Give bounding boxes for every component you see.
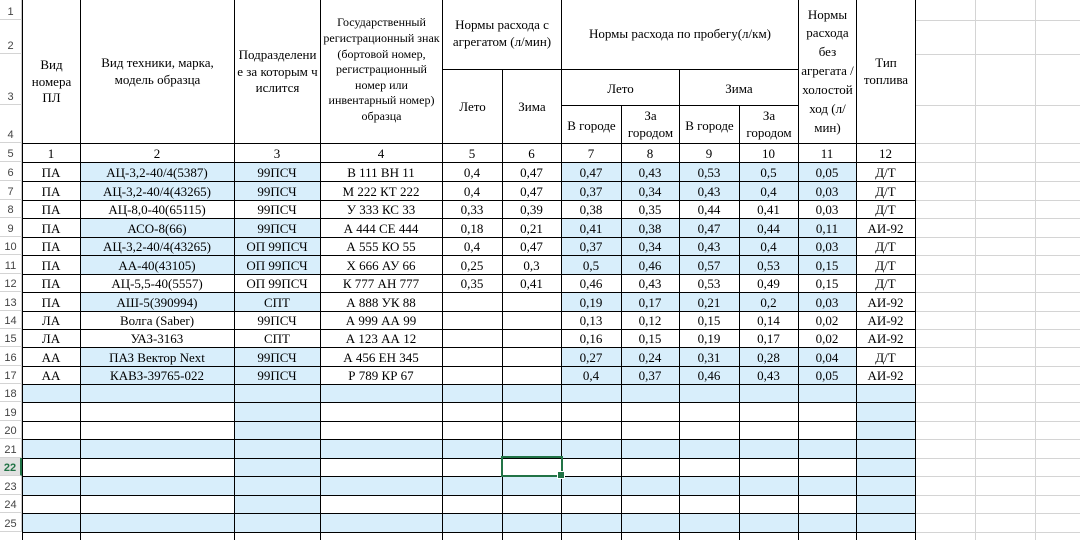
cell-unit[interactable]: ОП 99ПСЧ xyxy=(246,276,308,291)
cell-type[interactable]: ЛА xyxy=(41,313,61,328)
header-winter-city[interactable]: В городе xyxy=(685,117,734,133)
header-agg-winter[interactable]: Зима xyxy=(518,98,546,114)
column-number[interactable]: 4 xyxy=(377,145,385,161)
cell-agg_winter[interactable]: 0,21 xyxy=(520,220,543,236)
row-header-20[interactable]: 20 xyxy=(0,421,22,439)
cell-model[interactable]: КАВЗ-39765-022 xyxy=(110,368,204,383)
row-header-12[interactable]: 12 xyxy=(0,274,22,292)
cell-agg_winter[interactable]: 0,41 xyxy=(520,276,543,291)
cell-idle[interactable]: 0,05 xyxy=(815,164,839,180)
cell-w_out[interactable]: 0,53 xyxy=(757,257,780,273)
row-header-8[interactable]: 8 xyxy=(0,200,22,218)
cell-reg[interactable]: А 999 АА 99 xyxy=(345,313,417,328)
header-col12[interactable]: Тип топлива xyxy=(863,55,909,87)
row-header-24[interactable]: 24 xyxy=(0,495,22,513)
cell-fuel[interactable]: Д/Т xyxy=(875,276,896,291)
cell-s_out[interactable]: 0,17 xyxy=(638,294,662,310)
cell-s_out[interactable]: 0,43 xyxy=(638,164,662,180)
cell-agg_summer[interactable]: 0,25 xyxy=(460,257,484,273)
header-col1[interactable]: Вид номера ПЛ xyxy=(31,56,72,106)
cell-unit[interactable]: 99ПСЧ xyxy=(257,164,297,180)
column-number[interactable]: 9 xyxy=(705,145,713,161)
cell-s_out[interactable]: 0,34 xyxy=(638,183,662,199)
cell-agg_summer[interactable] xyxy=(442,348,502,366)
cell-s_out[interactable]: 0,38 xyxy=(638,220,662,236)
cell-idle[interactable]: 0,03 xyxy=(815,239,839,254)
cell-agg_winter[interactable] xyxy=(502,312,561,329)
cell-s_city[interactable]: 0,46 xyxy=(579,276,603,291)
cell-type[interactable]: ПА xyxy=(41,257,61,273)
cell-type[interactable]: ПА xyxy=(41,294,61,310)
row-header-2[interactable]: 2 xyxy=(0,20,22,54)
cell-idle[interactable]: 0,05 xyxy=(815,368,839,383)
cell-model[interactable]: АЦ-5,5-40(5557) xyxy=(111,276,203,291)
cell-w_city[interactable]: 0,44 xyxy=(697,202,721,217)
row-header-16[interactable]: 16 xyxy=(0,347,22,366)
cell-s_city[interactable]: 0,37 xyxy=(579,239,603,254)
cell-agg_winter[interactable]: 0,3 xyxy=(523,257,540,273)
cell-w_city[interactable]: 0,19 xyxy=(697,331,721,346)
cell-unit[interactable]: 99ПСЧ xyxy=(257,368,297,383)
cell-unit[interactable]: 99ПСЧ xyxy=(257,183,297,199)
cell-type[interactable]: ПА xyxy=(41,276,61,291)
cell-s_out[interactable]: 0,43 xyxy=(638,276,662,291)
header-norms-aggregate[interactable]: Нормы расхода с агрегатом (л/мин) xyxy=(452,17,552,49)
cell-agg_winter[interactable]: 0,47 xyxy=(520,239,543,254)
cell-s_out[interactable]: 0,12 xyxy=(638,313,662,328)
cell-type[interactable]: ПА xyxy=(41,164,61,180)
cell-w_out[interactable]: 0,14 xyxy=(757,313,780,328)
cell-type[interactable]: ПА xyxy=(41,220,61,236)
row-header-18[interactable]: 18 xyxy=(0,384,22,402)
row-header-3[interactable]: 3 xyxy=(0,54,22,105)
cell-model[interactable]: Волга (Saber) xyxy=(119,313,195,328)
cell-model[interactable]: АСО-8(66) xyxy=(127,220,187,236)
cell-unit[interactable]: СПТ xyxy=(264,331,290,346)
cell-agg_winter[interactable]: 0,47 xyxy=(520,164,543,180)
cell-fuel[interactable]: АИ-92 xyxy=(867,368,904,383)
cell-w_city[interactable]: 0,53 xyxy=(697,276,721,291)
cell-reg[interactable]: У 333 КС 33 xyxy=(346,202,416,217)
cell-w_out[interactable]: 0,28 xyxy=(757,349,780,365)
cell-unit[interactable]: 99ПСЧ xyxy=(257,202,297,217)
cell-fuel[interactable]: Д/Т xyxy=(875,183,896,199)
cell-type[interactable]: ЛА xyxy=(41,331,61,346)
cell-fuel[interactable]: АИ-92 xyxy=(867,220,904,236)
cell-agg_summer[interactable] xyxy=(442,367,502,384)
cell-fuel[interactable]: Д/Т xyxy=(875,202,896,217)
cell-w_out[interactable]: 0,2 xyxy=(760,294,777,310)
row-header-22[interactable]: 22 xyxy=(0,458,22,476)
cell-type[interactable]: ПА xyxy=(41,202,61,217)
cell-model[interactable]: АЦ-3,2-40/4(43265) xyxy=(103,183,211,199)
cell-s_city[interactable]: 0,13 xyxy=(579,313,603,328)
row-header-14[interactable]: 14 xyxy=(0,311,22,329)
cell-w_out[interactable]: 0,41 xyxy=(757,202,780,217)
cell-w_out[interactable]: 0,44 xyxy=(757,220,780,236)
cell-idle[interactable]: 0,02 xyxy=(815,313,839,328)
header-col3[interactable]: Подразделение за которым числится xyxy=(237,46,318,96)
cell-unit[interactable]: ОП 99ПСЧ xyxy=(246,257,308,273)
row-header-23[interactable]: 23 xyxy=(0,476,22,495)
cell-s_out[interactable]: 0,24 xyxy=(638,349,662,365)
cell-w_city[interactable]: 0,43 xyxy=(697,239,721,254)
row-header-6[interactable]: 6 xyxy=(0,162,22,181)
cell-w_out[interactable]: 0,4 xyxy=(760,239,777,254)
cell-s_city[interactable]: 0,4 xyxy=(582,368,600,383)
column-number[interactable]: 12 xyxy=(879,145,892,161)
cell-agg_winter[interactable]: 0,39 xyxy=(520,202,543,217)
cell-reg[interactable]: А 888 УК 88 xyxy=(346,294,416,310)
cell-s_city[interactable]: 0,37 xyxy=(579,183,603,199)
cell-agg_winter[interactable]: 0,47 xyxy=(520,183,543,199)
cell-w_city[interactable]: 0,53 xyxy=(697,164,721,180)
header-mileage-summer[interactable]: Лето xyxy=(607,80,634,96)
cell-s_out[interactable]: 0,46 xyxy=(638,257,662,273)
cell-s_city[interactable]: 0,38 xyxy=(579,202,603,217)
cell-s_out[interactable]: 0,37 xyxy=(638,368,662,383)
row-header-13[interactable]: 13 xyxy=(0,292,22,311)
column-number[interactable]: 11 xyxy=(820,145,834,161)
row-header-9[interactable]: 9 xyxy=(0,218,22,237)
row-header-19[interactable]: 19 xyxy=(0,402,22,421)
cell-reg[interactable]: Х 666 АУ 66 xyxy=(346,257,416,273)
cell-model[interactable]: ПАЗ Вектор Next xyxy=(109,349,205,365)
row-header-1[interactable]: 1 xyxy=(0,0,22,20)
row-header-25[interactable]: 25 xyxy=(0,513,22,532)
column-number[interactable]: 3 xyxy=(273,145,281,161)
header-col4[interactable]: Государственный регистрационный знак (бортовой номер, регистрационный номер или инвентарный номер) образца xyxy=(323,15,440,123)
header-norms-mileage[interactable]: Нормы расхода по пробегу(л/км) xyxy=(588,25,772,41)
column-number[interactable]: 8 xyxy=(646,145,654,161)
cell-idle[interactable]: 0,15 xyxy=(815,276,839,291)
header-summer-city[interactable]: В городе xyxy=(567,117,616,133)
cell-w_city[interactable]: 0,31 xyxy=(697,349,721,365)
cell-w_city[interactable]: 0,15 xyxy=(697,313,721,328)
row-header-11[interactable]: 11 xyxy=(0,255,22,274)
cell-idle[interactable]: 0,03 xyxy=(815,294,839,310)
cell-model[interactable]: АЦ-8,0-40(65115) xyxy=(108,202,206,217)
cell-fuel[interactable]: АИ-92 xyxy=(867,313,904,328)
cell-model[interactable]: УАЗ-3163 xyxy=(130,331,184,346)
cell-fuel[interactable]: Д/Т xyxy=(875,349,896,365)
row-header-10[interactable]: 10 xyxy=(0,237,22,255)
column-number[interactable]: 10 xyxy=(762,145,775,161)
cell-unit[interactable]: ОП 99ПСЧ xyxy=(246,239,308,254)
cell-agg_summer[interactable]: 0,18 xyxy=(460,220,484,236)
cell-agg_summer[interactable] xyxy=(442,312,502,329)
cell-agg_winter[interactable] xyxy=(502,367,561,384)
cell-agg_winter[interactable] xyxy=(502,330,561,347)
column-number[interactable]: 6 xyxy=(528,145,535,161)
cell-w_out[interactable]: 0,49 xyxy=(757,276,780,291)
cell-reg[interactable]: А 456 ЕН 345 xyxy=(343,349,419,365)
cell-unit[interactable]: 99ПСЧ xyxy=(257,349,297,365)
fill-handle[interactable] xyxy=(557,471,565,479)
cell-agg_winter[interactable] xyxy=(502,293,561,311)
cell-reg[interactable]: Р 789 КР 67 xyxy=(348,368,414,383)
cell-idle[interactable]: 0,04 xyxy=(815,349,839,365)
cell-fuel[interactable]: Д/Т xyxy=(875,164,896,180)
cell-w_out[interactable]: 0,4 xyxy=(760,183,777,199)
cell-s_city[interactable]: 0,5 xyxy=(582,257,600,273)
row-header-21[interactable]: 21 xyxy=(0,439,22,458)
cell-model[interactable]: АА-40(43105) xyxy=(118,257,196,273)
cell-agg_summer[interactable]: 0,4 xyxy=(463,183,481,199)
cell-reg[interactable]: В 111 ВН 11 xyxy=(347,164,415,180)
cell-agg_summer[interactable]: 0,33 xyxy=(460,202,484,217)
cell-idle[interactable]: 0,03 xyxy=(815,202,839,217)
cell-fuel[interactable]: АИ-92 xyxy=(867,294,904,310)
row-header-15[interactable]: 15 xyxy=(0,329,22,347)
cell-w_out[interactable]: 0,43 xyxy=(757,368,780,383)
cell-type[interactable]: АА xyxy=(41,349,61,365)
row-header-7[interactable]: 7 xyxy=(0,181,22,200)
row-header-4[interactable]: 4 xyxy=(0,105,22,143)
column-number[interactable]: 2 xyxy=(153,145,161,161)
cell-w_city[interactable]: 0,47 xyxy=(697,220,721,236)
cell-type[interactable]: АА xyxy=(41,368,61,383)
cell-idle[interactable]: 0,15 xyxy=(815,257,839,273)
cell-unit[interactable]: 99ПСЧ xyxy=(257,313,297,328)
cell-reg[interactable]: М 222 КТ 222 xyxy=(342,183,420,199)
cell-w_city[interactable]: 0,57 xyxy=(697,257,721,273)
cell-agg_summer[interactable]: 0,4 xyxy=(463,164,481,180)
cell-idle[interactable]: 0,02 xyxy=(815,331,839,346)
cell-unit[interactable]: СПТ xyxy=(264,294,290,310)
cell-w_out[interactable]: 0,17 xyxy=(757,331,780,346)
cell-fuel[interactable]: Д/Т xyxy=(875,257,896,273)
header-col11[interactable]: Нормы расхода без агрегата / холостой ход (л/мин) xyxy=(801,6,854,135)
header-winter-outcity[interactable]: За городом xyxy=(746,108,792,140)
cell-reg[interactable]: К 777 АН 777 xyxy=(342,276,420,291)
cell-reg[interactable]: А 444 СЕ 444 xyxy=(343,220,419,236)
cell-agg_summer[interactable]: 0,35 xyxy=(460,276,484,291)
cell-s_city[interactable]: 0,16 xyxy=(579,331,603,346)
cell-s_city[interactable]: 0,47 xyxy=(579,164,603,180)
cell-idle[interactable]: 0,11 xyxy=(815,220,839,236)
cell-model[interactable]: АШ-5(390994) xyxy=(116,294,198,310)
cell-w_city[interactable]: 0,21 xyxy=(697,294,721,310)
cell-s_out[interactable]: 0,34 xyxy=(638,239,662,254)
cell-type[interactable]: ПА xyxy=(41,183,61,199)
cell-w_city[interactable]: 0,46 xyxy=(697,368,721,383)
cell-reg[interactable]: А 123 АА 12 xyxy=(345,331,417,346)
cell-fuel[interactable]: АИ-92 xyxy=(867,331,904,346)
cell-agg_winter[interactable] xyxy=(502,348,561,366)
cell-type[interactable]: ПА xyxy=(41,239,61,254)
cell-s_city[interactable]: 0,19 xyxy=(579,294,603,310)
cell-model[interactable]: АЦ-3,2-40/4(43265) xyxy=(103,239,211,254)
header-mileage-winter[interactable]: Зима xyxy=(725,80,753,96)
cell-idle[interactable]: 0,03 xyxy=(815,183,839,199)
column-number[interactable]: 1 xyxy=(47,145,55,161)
cell-s_out[interactable]: 0,35 xyxy=(638,202,662,217)
cell-s_city[interactable]: 0,41 xyxy=(579,220,603,236)
cell-agg_summer[interactable]: 0,4 xyxy=(463,239,481,254)
cell-reg[interactable]: А 555 КО 55 xyxy=(346,239,416,254)
cell-s_city[interactable]: 0,27 xyxy=(579,349,603,365)
header-col2[interactable]: Вид техники, марка, модель образца xyxy=(101,55,214,87)
cell-w_city[interactable]: 0,43 xyxy=(697,183,721,199)
cell-agg_summer[interactable] xyxy=(442,293,502,311)
cell-model[interactable]: АЦ-3,2-40/4(5387) xyxy=(106,164,208,180)
column-number[interactable]: 5 xyxy=(468,145,476,161)
header-summer-outcity[interactable]: За городом xyxy=(627,108,674,140)
cell-fuel[interactable]: Д/Т xyxy=(875,239,896,254)
column-number[interactable]: 7 xyxy=(587,145,595,161)
selected-cell[interactable] xyxy=(501,456,563,477)
cell-unit[interactable]: 99ПСЧ xyxy=(257,220,297,236)
cell-s_out[interactable]: 0,15 xyxy=(638,331,662,346)
row-header-17[interactable]: 17 xyxy=(0,366,22,384)
cell-w_out[interactable]: 0,5 xyxy=(760,164,777,180)
header-agg-summer[interactable]: Лето xyxy=(459,98,486,114)
row-header-5[interactable]: 5 xyxy=(0,143,22,162)
cell-agg_summer[interactable] xyxy=(442,330,502,347)
